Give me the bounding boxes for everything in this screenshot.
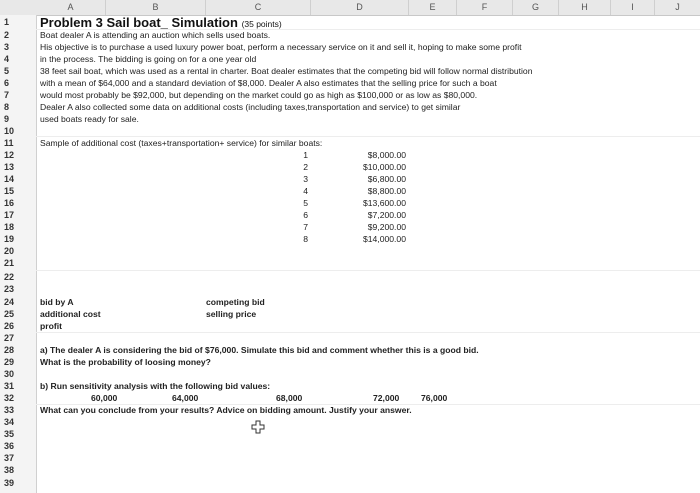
row-header[interactable]: 22 [4,272,15,282]
sample-index[interactable]: 3 [303,174,308,184]
bid-value[interactable]: 64,000 [172,393,199,403]
row-header[interactable]: 36 [4,441,15,451]
sample-cost[interactable]: $8,800.00 [367,186,406,196]
column-header-f[interactable]: F [457,0,513,15]
row-header[interactable]: 19 [4,234,15,244]
cell-cursor-plus-icon [251,420,265,434]
row-header[interactable]: 26 [4,321,15,331]
question-b-conclusion[interactable]: What can you conclude from your results? Advice on bidding amount. Justify your answer. [40,405,412,415]
row-header[interactable]: 21 [4,258,15,268]
column-header-c[interactable]: C [206,0,311,15]
competing-bid-label[interactable]: competing bid [206,297,265,307]
description-line[interactable]: Boat dealer A is attending an auction which sells used boats. [40,30,271,40]
row-header[interactable]: 2 [4,30,10,40]
description-line[interactable]: used boats ready for sale. [40,114,139,124]
row-header[interactable]: 17 [4,210,15,220]
bid-value[interactable]: 68,000 [276,393,303,403]
row-header[interactable]: 38 [4,465,15,475]
column-header-i[interactable]: I [611,0,655,15]
row-header[interactable]: 15 [4,186,15,196]
column-header-b[interactable]: B [106,0,206,15]
row-header[interactable]: 10 [4,126,15,136]
row-header[interactable]: 14 [4,174,15,184]
sample-label[interactable]: Sample of additional cost (taxes+transportation+ service) for similar boats: [40,138,323,148]
column-header-g[interactable]: G [513,0,559,15]
row-header[interactable]: 34 [4,417,15,427]
row-header[interactable]: 16 [4,198,15,208]
row-header[interactable]: 32 [4,393,15,403]
sample-index[interactable]: 4 [303,186,308,196]
row-header[interactable]: 6 [4,78,10,88]
row-header[interactable]: 33 [4,405,15,415]
row-header[interactable]: 3 [4,42,10,52]
grid-line [36,270,700,271]
description-line[interactable]: in the process. The bidding is going on for a one year old [40,54,257,64]
description-line[interactable]: with a mean of $64,000 and a standard deviation of $8,000. Dealer A also estimates that the selling price for such a boat [40,78,497,88]
row-header[interactable]: 39 [4,478,15,488]
row-header[interactable]: 4 [4,54,10,64]
row-header[interactable]: 37 [4,453,15,463]
row-header[interactable]: 9 [4,114,10,124]
selling-price-label[interactable]: selling price [206,309,257,319]
row-header[interactable]: 28 [4,345,15,355]
grid-line [36,136,700,137]
row-header[interactable]: 24 [4,297,15,307]
row-header[interactable]: 7 [4,90,10,100]
row-header[interactable]: 31 [4,381,15,391]
column-header-e[interactable]: E [409,0,457,15]
bid-value[interactable]: 72,000 [373,393,400,403]
question-a[interactable]: a) The dealer A is considering the bid of $76,000. Simulate this bid and comment whether this is a good bid. [40,345,479,355]
sample-cost[interactable]: $13,600.00 [362,198,406,208]
sample-cost[interactable]: $9,200.00 [367,222,406,232]
grid-line [36,332,700,333]
sample-cost[interactable]: $7,200.00 [367,210,406,220]
sample-cost[interactable]: $8,000.00 [367,150,406,160]
question-a-probability[interactable]: What is the probability of loosing money? [40,357,211,367]
column-header-j[interactable]: J [675,2,680,12]
description-line[interactable]: would most probably be $92,000, but depending on the market could go as high as $100,000 or as low as $80,000. [40,90,478,100]
row-header[interactable]: 27 [4,333,15,343]
bid-value[interactable]: 60,000 [91,393,118,403]
column-header-h[interactable]: H [559,0,611,15]
row-header[interactable]: 11 [4,138,14,148]
additional-cost-label[interactable]: additional cost [40,309,101,319]
bid-by-a-label[interactable]: bid by A [40,297,74,307]
row-header[interactable]: 30 [4,369,15,379]
row-header[interactable]: 20 [4,246,15,256]
title-text: Problem 3 Sail boat_ Simulation [40,15,238,30]
bid-value[interactable]: 76,000 [421,393,448,403]
description-line[interactable]: 38 feet sail boat, which was used as a rental in charter. Boat dealer estimates that the competing bid will follow normal distribution [40,66,533,76]
question-b[interactable]: b) Run sensitivity analysis with the following bid values: [40,381,271,391]
sample-index[interactable]: 6 [303,210,308,220]
profit-label[interactable]: profit [40,321,62,331]
row-header[interactable]: 5 [4,66,10,76]
sample-cost[interactable]: $14,000.00 [362,234,406,244]
sample-cost[interactable]: $10,000.00 [362,162,406,172]
sample-index[interactable]: 8 [303,234,308,244]
row-header[interactable]: 18 [4,222,15,232]
row-header[interactable]: 12 [4,150,15,160]
row-header[interactable]: 1 [4,17,10,27]
row-header[interactable]: 25 [4,309,15,319]
sample-cost[interactable]: $6,800.00 [367,174,406,184]
description-line[interactable]: His objective is to purchase a used luxury power boat, perform a necessary service on it and sell it, hoping to make some profit [40,42,522,52]
row-header[interactable]: 29 [4,357,15,367]
row-header[interactable]: 35 [4,429,15,439]
description-line[interactable]: Dealer A also collected some data on additional costs (including taxes,transportation and service) to get similar [40,102,461,112]
sample-index[interactable]: 1 [303,150,308,160]
sample-index[interactable]: 5 [303,198,308,208]
row-header[interactable]: 23 [4,284,15,294]
column-header-d[interactable]: D [311,0,409,15]
column-header-bar [0,0,700,16]
row-header[interactable]: 13 [4,162,15,172]
row-header[interactable]: 8 [4,102,10,112]
column-header-a[interactable]: A [36,0,106,15]
title-points: (35 points) [241,19,282,29]
sample-index[interactable]: 7 [303,222,308,232]
sample-index[interactable]: 2 [303,162,308,172]
